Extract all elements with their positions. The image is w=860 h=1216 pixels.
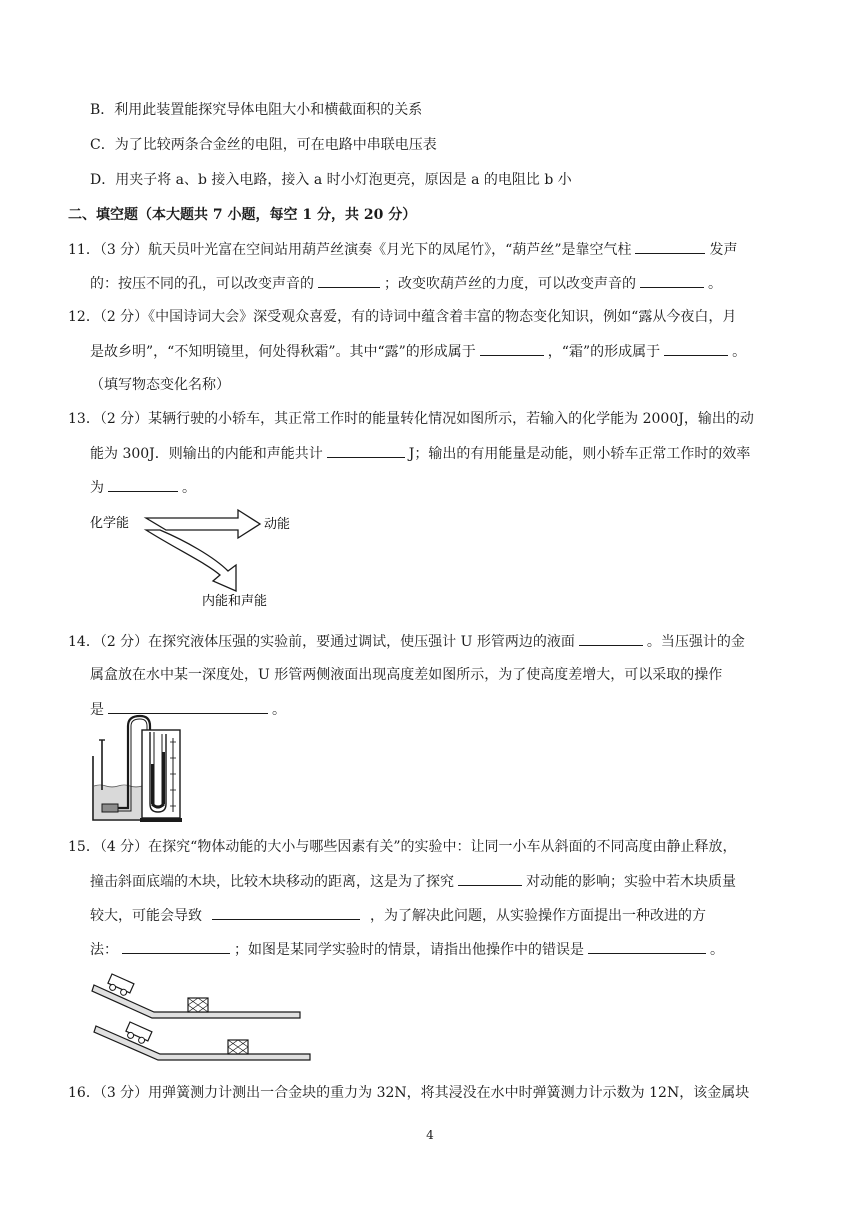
q11-line1: [68, 239, 737, 260]
q13-blank-1: [327, 443, 405, 458]
q15-blank-4: [588, 939, 706, 954]
q15-line3: [90, 905, 706, 926]
q14-text-a: 14．（2 分）在探究液体压强的实验前，要通过调试，使压强计 U 形管两边的液面: [68, 634, 575, 650]
q12-line2: [90, 341, 746, 362]
option-b: B．利用此装置能探究导体电阻大小和横截面积的关系: [90, 102, 423, 118]
q15-text-a: 撞击斜面底端的木块，比较木块移动的距离，这是为了探究: [90, 874, 454, 890]
label-chemical-energy: 化学能: [90, 516, 130, 531]
ramp-diagram: [88, 968, 313, 1064]
energy-arrow-diagram: [88, 505, 318, 609]
q11-text-a: 11．（3 分）航天员叶光富在空间站用葫芦丝演奏《月光下的凤尾竹》，“葫芦丝”是靠空气柱: [68, 242, 632, 258]
q11-blank-3: [640, 273, 704, 288]
q11-line2: [90, 273, 722, 294]
q14-text-c: 是: [90, 702, 104, 718]
manometer-diagram: [88, 712, 184, 824]
q15-text-g: 。: [710, 942, 724, 958]
energy-conversion-figure: [88, 505, 318, 609]
q14-blank-1: [579, 631, 643, 646]
q15-line4: [90, 939, 724, 960]
q12-text-c: 。: [732, 344, 747, 360]
q13-line1: 13．（2 分）某辆行驶的小轿车，其正常工作时的能量转化情况如图所示，若输入的化学能为 2000J，输出的动: [68, 411, 754, 427]
q13-line2: [90, 443, 750, 464]
q11-blank-2: [318, 273, 380, 288]
q15-text-f: ；如图是某同学实验时的情景，请指出他操作中的错误是: [234, 942, 584, 958]
q15-text-e: 法：: [90, 942, 118, 958]
q15-line2: [90, 871, 736, 892]
q13-text-c: 为: [90, 480, 104, 496]
q14-text-b: 。当压强计的金: [646, 634, 745, 650]
q11-text-e: 。: [708, 276, 722, 292]
q11-text-c: 的：按压不同的孔，可以改变声音的: [90, 276, 314, 292]
q12-blank-1: [480, 341, 544, 356]
q13-line3: [90, 477, 196, 498]
q12-blank-2: [664, 341, 728, 356]
q13-text-a: 能为 300J．则输出的内能和声能共计: [90, 446, 323, 462]
page-number: 4: [426, 1128, 434, 1142]
label-kinetic-energy: 动能: [264, 517, 291, 532]
q12-line1: 12．（2 分）《中国诗词大会》深受观众喜爱，有的诗词中蕴含着丰富的物态变化知识，例如“露从今夜白，月: [68, 309, 737, 325]
q16-line1: 16．（3 分）用弹簧测力计测出一合金块的重力为 32N，将其浸没在水中时弹簧测力计示数为 12N，该金属块: [68, 1085, 750, 1101]
q15-text-d: ，为了解决此问题，从实验操作方面提出一种改进的方: [370, 908, 706, 924]
option-c: C．为了比较两条合金丝的电阻，可在电路中串联电压表: [90, 137, 437, 153]
q11-text-b: 发声: [709, 242, 738, 258]
q15-text-c: 较大，可能会导致: [90, 908, 202, 924]
q14-text-d: 。: [272, 702, 286, 718]
q12-line3: （填写物态变化名称）: [90, 377, 230, 393]
q13-blank-2: [108, 477, 178, 492]
q12-text-b: ，“霜”的形成属于: [547, 344, 661, 360]
q15-blank-3: [122, 939, 230, 954]
q11-blank-1: [635, 239, 705, 254]
q15-line1: 15．（4 分）在探究“物体动能的大小与哪些因素有关”的实验中：让同一小车从斜面的不同高度由静止释放，: [68, 839, 737, 855]
section-title: 二、填空题（本大题共 7 小题，每空 1 分，共 20 分）: [68, 207, 417, 223]
q13-text-b: J；输出的有用能量是动能，则小轿车正常工作时的效率: [408, 446, 751, 462]
pressure-gauge-figure: [88, 712, 184, 824]
q15-blank-2: [212, 905, 360, 920]
label-internal-sound-energy: 内能和声能: [202, 594, 268, 609]
ramp-experiment-figure: [88, 968, 313, 1064]
q14-line1: [68, 631, 745, 652]
q11-text-d: ；改变吹葫芦丝的力度，可以改变声音的: [384, 276, 636, 292]
q12-text-a: 是故乡明”，“不知明镜里，何处得秋霜”。其中“露”的形成属于: [90, 344, 476, 360]
q15-blank-1: [458, 871, 522, 886]
q13-text-d: 。: [182, 480, 196, 496]
q15-text-b: 对动能的影响；实验中若木块质量: [526, 874, 736, 890]
q14-line2: 属盒放在水中某一深度处，U 形管两侧液面出现高度差如图所示，为了使高度差增大，可以采取的操作: [90, 667, 723, 683]
option-d: D．用夹子将 a、b 接入电路，接入 a 时小灯泡更亮，原因是 a 的电阻比 b 小: [90, 172, 572, 188]
